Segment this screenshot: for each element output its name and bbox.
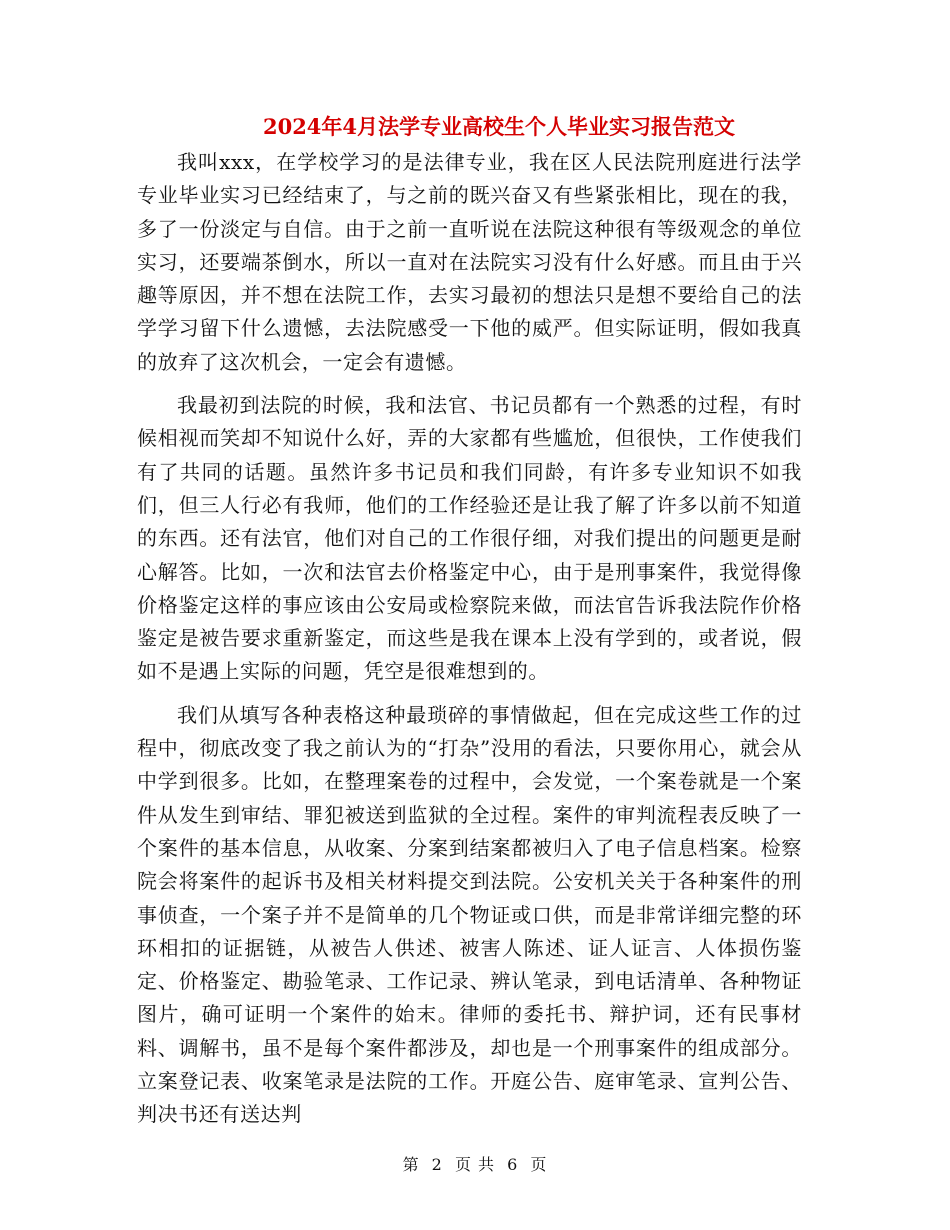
footer-current-page: 2 xyxy=(431,1155,443,1174)
document-body xyxy=(137,146,802,1132)
document-title-text: 2024年4月法学专业高校生个人毕业实习报告范文 xyxy=(262,114,736,139)
paragraph-1: 我叫xxx，在学校学习的是法律专业，我在区人民法院刑庭进行法学专业毕业实习已经结束了，与之前的既兴奋又有些紧张相比，现在的我，多了一份淡定与自信。由于之前一直听说在法院这种很有等级观念的单位实习，还要端茶倒水，所以一直对在法院实习没有什么好感。而且由于兴趣等原因，并不想在法院工作，去实习最初的想法只是想不要给自己的法学学习留下什么遗憾，去法院感受一下他的威严。但实际证明，假如我真的放弃了这次机会，一定会有遗憾。 xyxy=(137,150,802,374)
footer-middle: 页 共 xyxy=(454,1155,496,1174)
footer-prefix: 第 xyxy=(402,1155,420,1174)
footer-total-pages: 6 xyxy=(507,1155,519,1174)
paragraph-2: 我最初到法院的时候，我和法官、书记员都有一个熟悉的过程，有时候相视而笑却不知说什么好，弄的大家都有些尴尬，但很快，工作使我们有了共同的话题。虽然许多书记员和我们同龄，有许多专业知识不如我们，但三人行必有我师，他们的工作经验还是让我了解了许多以前不知道的东西。还有法官，他们对自己的工作很仔细，对我们提出的问题更是耐心解答。比如，一次和法官去价格鉴定中心，由于是刑事案件，我觉得像价格鉴定这样的事应该由公安局或检察院来做，而法官告诉我法院作价格鉴定是被告要求重新鉴定，而这些是我在课本上没有学到的，或者说，假如不是遇上实际的问题，凭空是很难想到的。 xyxy=(137,393,802,684)
paragraph-3: 我们从填写各种表格这种最琐碎的事情做起，但在完成这些工作的过程中，彻底改变了我之前认为的“打杂”没用的看法，只要你用心，就会从中学到很多。比如，在整理案卷的过程中，会发觉，一个案卷就是一个案件从发生到审结、罪犯被送到监狱的全过程。案件的审判流程表反映了一个案件的基本信息，从收案、分案到结案都被归入了电子信息档案。检察院会将案件的起诉书及相关材料提交到法院。公安机关关于各种案件的刑事侦查，一个案子并不是简单的几个物证或口供，而是非常详细完整的环环相扣的证据链，从被告人供述、被害人陈述、证人证言、人体损伤鉴定、价格鉴定、勘验笔录、工作记录、辨认笔录，到电话清单、各种物证图片，确可证明一个案件的始末。律师的委托书、辩护词，还有民事材料、调解书，虽不是每个案件都涉及，却也是一个刑事案件的组成部分。立案登记表、收案笔录是法院的工作。开庭公告、庭审笔录、宣判公告、判决书还有送达判 xyxy=(137,702,802,1127)
document-title xyxy=(0,112,950,142)
page-footer xyxy=(0,1155,950,1175)
footer-suffix: 页 xyxy=(530,1155,548,1174)
